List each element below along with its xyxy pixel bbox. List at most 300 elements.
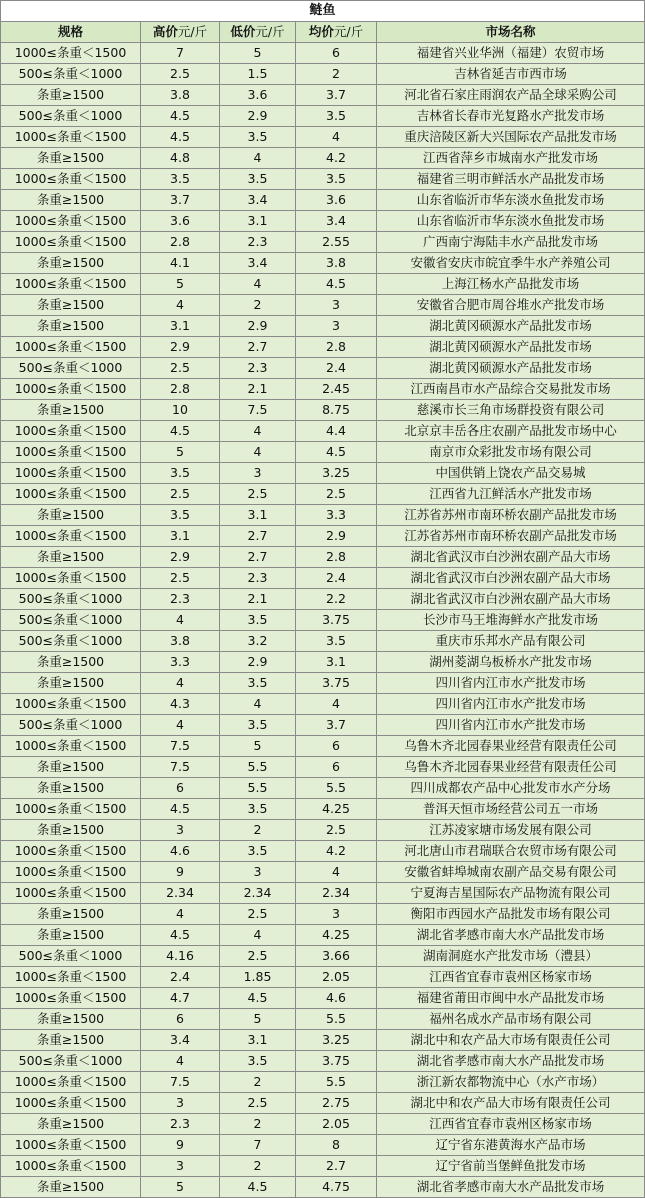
high-price-cell: 4.5 bbox=[141, 106, 220, 127]
table-row bbox=[1, 148, 645, 169]
spec-cell: 500≤条重＜1000 bbox=[1, 946, 141, 967]
table-row bbox=[1, 610, 645, 631]
market-cell: 安徽省安庆市皖宜季牛水产养殖公司 bbox=[377, 253, 645, 274]
high-price-cell: 4 bbox=[141, 673, 220, 694]
spec-cell: 500≤条重＜1000 bbox=[1, 589, 141, 610]
table-row bbox=[1, 85, 645, 106]
high-price-cell: 3.3 bbox=[141, 652, 220, 673]
low-price-cell: 1.5 bbox=[220, 64, 296, 85]
spec-cell: 条重≥1500 bbox=[1, 148, 141, 169]
high-price-cell: 5 bbox=[141, 442, 220, 463]
table-row bbox=[1, 589, 645, 610]
table-body bbox=[1, 43, 645, 1198]
high-price-cell: 7.5 bbox=[141, 1072, 220, 1093]
market-cell: 江苏省苏州市南环桥农副产品批发市场 bbox=[377, 526, 645, 547]
high-price-cell: 2.9 bbox=[141, 337, 220, 358]
high-price-cell: 4.5 bbox=[141, 799, 220, 820]
avg-price-cell: 4 bbox=[296, 694, 377, 715]
market-cell: 湖北黄冈硕源水产品批发市场 bbox=[377, 316, 645, 337]
avg-price-cell: 2.7 bbox=[296, 1156, 377, 1177]
low-price-cell: 3.5 bbox=[220, 715, 296, 736]
market-cell: 四川省内江市水产批发市场 bbox=[377, 694, 645, 715]
avg-price-cell: 3.66 bbox=[296, 946, 377, 967]
spec-cell: 1000≤条重＜1500 bbox=[1, 967, 141, 988]
high-price-cell: 4.1 bbox=[141, 253, 220, 274]
spec-cell: 条重≥1500 bbox=[1, 652, 141, 673]
spec-cell: 1000≤条重＜1500 bbox=[1, 127, 141, 148]
market-cell: 四川省内江市水产批发市场 bbox=[377, 673, 645, 694]
high-price-cell: 3.4 bbox=[141, 1030, 220, 1051]
low-price-cell: 4 bbox=[220, 694, 296, 715]
spec-cell: 500≤条重＜1000 bbox=[1, 358, 141, 379]
avg-price-cell: 4.4 bbox=[296, 421, 377, 442]
spec-cell: 1000≤条重＜1500 bbox=[1, 232, 141, 253]
avg-price-cell: 8.75 bbox=[296, 400, 377, 421]
table-row bbox=[1, 463, 645, 484]
table-title: 鲢鱼 bbox=[1, 1, 645, 22]
avg-price-cell: 4.2 bbox=[296, 148, 377, 169]
high-price-cell: 3.5 bbox=[141, 169, 220, 190]
low-price-cell: 1.85 bbox=[220, 967, 296, 988]
spec-cell: 条重≥1500 bbox=[1, 904, 141, 925]
low-price-cell: 3.5 bbox=[220, 673, 296, 694]
spec-cell: 条重≥1500 bbox=[1, 925, 141, 946]
high-price-cell: 3.6 bbox=[141, 211, 220, 232]
header-avg-label: 均价 bbox=[308, 24, 334, 39]
avg-price-cell: 3.7 bbox=[296, 85, 377, 106]
market-cell: 江西省九江鲜活水产批发市场 bbox=[377, 484, 645, 505]
high-price-cell: 3.8 bbox=[141, 85, 220, 106]
table-row bbox=[1, 904, 645, 925]
high-price-cell: 4.7 bbox=[141, 988, 220, 1009]
market-cell: 南京市众彩批发市场有限公司 bbox=[377, 442, 645, 463]
header-market: 市场名称 bbox=[377, 22, 645, 43]
market-cell: 湖北省孝感市南大水产品批发市场 bbox=[377, 1177, 645, 1198]
table-row bbox=[1, 169, 645, 190]
market-cell: 湖北省武汉市白沙洲农副产品大市场 bbox=[377, 547, 645, 568]
spec-cell: 条重≥1500 bbox=[1, 1009, 141, 1030]
spec-cell: 1000≤条重＜1500 bbox=[1, 379, 141, 400]
table-row bbox=[1, 1009, 645, 1030]
table-row bbox=[1, 799, 645, 820]
low-price-cell: 2.5 bbox=[220, 1093, 296, 1114]
spec-cell: 条重≥1500 bbox=[1, 190, 141, 211]
high-price-cell: 3.1 bbox=[141, 526, 220, 547]
table-row bbox=[1, 883, 645, 904]
market-cell: 浙江新农都物流中心（水产市场） bbox=[377, 1072, 645, 1093]
spec-cell: 500≤条重＜1000 bbox=[1, 64, 141, 85]
low-price-cell: 2 bbox=[220, 1072, 296, 1093]
avg-price-cell: 3.75 bbox=[296, 610, 377, 631]
spec-cell: 1000≤条重＜1500 bbox=[1, 1072, 141, 1093]
table-row bbox=[1, 316, 645, 337]
spec-cell: 1000≤条重＜1500 bbox=[1, 421, 141, 442]
high-price-cell: 2.8 bbox=[141, 379, 220, 400]
low-price-cell: 4.5 bbox=[220, 988, 296, 1009]
table-row bbox=[1, 988, 645, 1009]
high-price-cell: 4 bbox=[141, 295, 220, 316]
low-price-cell: 4 bbox=[220, 274, 296, 295]
avg-price-cell: 3 bbox=[296, 316, 377, 337]
high-price-cell: 2.5 bbox=[141, 484, 220, 505]
header-high bbox=[141, 22, 220, 43]
avg-price-cell: 8 bbox=[296, 1135, 377, 1156]
high-price-cell: 2.4 bbox=[141, 967, 220, 988]
high-price-cell: 3.7 bbox=[141, 190, 220, 211]
market-cell: 辽宁省东港黄海水产品市场 bbox=[377, 1135, 645, 1156]
table-row bbox=[1, 1030, 645, 1051]
high-price-cell: 3.8 bbox=[141, 631, 220, 652]
spec-cell: 1000≤条重＜1500 bbox=[1, 1156, 141, 1177]
table-row bbox=[1, 736, 645, 757]
avg-price-cell: 2.55 bbox=[296, 232, 377, 253]
high-price-cell: 4 bbox=[141, 1051, 220, 1072]
spec-cell: 条重≥1500 bbox=[1, 673, 141, 694]
high-price-cell: 6 bbox=[141, 1009, 220, 1030]
low-price-cell: 2.1 bbox=[220, 589, 296, 610]
table-row bbox=[1, 526, 645, 547]
avg-price-cell: 2.05 bbox=[296, 1114, 377, 1135]
market-cell: 江西省宜春市袁州区杨家市场 bbox=[377, 967, 645, 988]
spec-cell: 1000≤条重＜1500 bbox=[1, 988, 141, 1009]
market-cell: 湖北中和农产品大市场有限责任公司 bbox=[377, 1093, 645, 1114]
avg-price-cell: 4 bbox=[296, 862, 377, 883]
high-price-cell: 4.5 bbox=[141, 127, 220, 148]
high-price-cell: 2.3 bbox=[141, 589, 220, 610]
spec-cell: 500≤条重＜1000 bbox=[1, 106, 141, 127]
table-row bbox=[1, 778, 645, 799]
low-price-cell: 5.5 bbox=[220, 778, 296, 799]
table-row bbox=[1, 715, 645, 736]
market-cell: 山东省临沂市华东淡水鱼批发市场 bbox=[377, 211, 645, 232]
high-price-cell: 2.34 bbox=[141, 883, 220, 904]
avg-price-cell: 4.6 bbox=[296, 988, 377, 1009]
low-price-cell: 3.2 bbox=[220, 631, 296, 652]
table-row bbox=[1, 442, 645, 463]
spec-cell: 条重≥1500 bbox=[1, 85, 141, 106]
low-price-cell: 3.5 bbox=[220, 1051, 296, 1072]
table-row bbox=[1, 925, 645, 946]
high-price-cell: 5 bbox=[141, 1177, 220, 1198]
avg-price-cell: 5.5 bbox=[296, 1009, 377, 1030]
low-price-cell: 2.9 bbox=[220, 106, 296, 127]
market-cell: 慈溪市长三角市场群投资有限公司 bbox=[377, 400, 645, 421]
market-cell: 江苏省苏州市南环桥农副产品批发市场 bbox=[377, 505, 645, 526]
high-price-cell: 3.5 bbox=[141, 463, 220, 484]
spec-cell: 500≤条重＜1000 bbox=[1, 715, 141, 736]
high-price-cell: 9 bbox=[141, 862, 220, 883]
spec-cell: 1000≤条重＜1500 bbox=[1, 484, 141, 505]
spec-cell: 1000≤条重＜1500 bbox=[1, 211, 141, 232]
high-price-cell: 2.5 bbox=[141, 568, 220, 589]
low-price-cell: 3.5 bbox=[220, 169, 296, 190]
market-cell: 重庆涪陵区新大兴国际农产品批发市场 bbox=[377, 127, 645, 148]
table-row bbox=[1, 127, 645, 148]
high-price-cell: 4 bbox=[141, 904, 220, 925]
table-row bbox=[1, 421, 645, 442]
market-cell: 福建省莆田市闽中水产品批发市场 bbox=[377, 988, 645, 1009]
low-price-cell: 2.1 bbox=[220, 379, 296, 400]
low-price-cell: 5 bbox=[220, 43, 296, 64]
market-cell: 宁夏海吉星国际农产品物流有限公司 bbox=[377, 883, 645, 904]
low-price-cell: 2.9 bbox=[220, 316, 296, 337]
avg-price-cell: 2.5 bbox=[296, 820, 377, 841]
header-high-unit: 元/斤 bbox=[177, 24, 208, 39]
spec-cell: 1000≤条重＜1500 bbox=[1, 169, 141, 190]
table-row bbox=[1, 505, 645, 526]
avg-price-cell: 3 bbox=[296, 904, 377, 925]
spec-cell: 条重≥1500 bbox=[1, 1030, 141, 1051]
high-price-cell: 3 bbox=[141, 820, 220, 841]
market-cell: 上海江杨水产品批发市场 bbox=[377, 274, 645, 295]
avg-price-cell: 3.25 bbox=[296, 463, 377, 484]
low-price-cell: 2 bbox=[220, 1156, 296, 1177]
table-row bbox=[1, 253, 645, 274]
avg-price-cell: 3.1 bbox=[296, 652, 377, 673]
table-row bbox=[1, 190, 645, 211]
avg-price-cell: 2.4 bbox=[296, 358, 377, 379]
low-price-cell: 2 bbox=[220, 295, 296, 316]
market-cell: 湖北黄冈硕源水产品批发市场 bbox=[377, 337, 645, 358]
table-row bbox=[1, 484, 645, 505]
low-price-cell: 2.5 bbox=[220, 946, 296, 967]
low-price-cell: 2.3 bbox=[220, 568, 296, 589]
low-price-cell: 3.5 bbox=[220, 610, 296, 631]
high-price-cell: 2.9 bbox=[141, 547, 220, 568]
market-cell: 湖北省孝感市南大水产品批发市场 bbox=[377, 1051, 645, 1072]
low-price-cell: 3.5 bbox=[220, 841, 296, 862]
avg-price-cell: 3.3 bbox=[296, 505, 377, 526]
spec-cell: 1000≤条重＜1500 bbox=[1, 526, 141, 547]
high-price-cell: 7 bbox=[141, 43, 220, 64]
high-price-cell: 4.5 bbox=[141, 925, 220, 946]
table-row bbox=[1, 358, 645, 379]
high-price-cell: 2.5 bbox=[141, 358, 220, 379]
market-cell: 乌鲁木齐北园春果业经营有限责任公司 bbox=[377, 736, 645, 757]
low-price-cell: 3.4 bbox=[220, 190, 296, 211]
market-cell: 衡阳市西园水产品批发市场有限公司 bbox=[377, 904, 645, 925]
spec-cell: 1000≤条重＜1500 bbox=[1, 442, 141, 463]
low-price-cell: 3.5 bbox=[220, 127, 296, 148]
avg-price-cell: 3.7 bbox=[296, 715, 377, 736]
low-price-cell: 2 bbox=[220, 820, 296, 841]
market-cell: 北京京丰岳各庄农副产品批发市场中心 bbox=[377, 421, 645, 442]
table-row bbox=[1, 1177, 645, 1198]
table-row bbox=[1, 757, 645, 778]
low-price-cell: 2.9 bbox=[220, 652, 296, 673]
table-row bbox=[1, 652, 645, 673]
avg-price-cell: 2.2 bbox=[296, 589, 377, 610]
header-low-unit: 元/斤 bbox=[255, 24, 285, 39]
high-price-cell: 4.5 bbox=[141, 421, 220, 442]
table-row bbox=[1, 295, 645, 316]
low-price-cell: 4 bbox=[220, 925, 296, 946]
market-cell: 湖南洞庭水产批发市场（澧县） bbox=[377, 946, 645, 967]
high-price-cell: 10 bbox=[141, 400, 220, 421]
high-price-cell: 5 bbox=[141, 274, 220, 295]
low-price-cell: 4 bbox=[220, 148, 296, 169]
spec-cell: 条重≥1500 bbox=[1, 757, 141, 778]
avg-price-cell: 2.8 bbox=[296, 547, 377, 568]
avg-price-cell: 3.5 bbox=[296, 631, 377, 652]
avg-price-cell: 2 bbox=[296, 64, 377, 85]
avg-price-cell: 4.25 bbox=[296, 925, 377, 946]
high-price-cell: 2.5 bbox=[141, 64, 220, 85]
high-price-cell: 4.3 bbox=[141, 694, 220, 715]
table-row bbox=[1, 946, 645, 967]
low-price-cell: 3.1 bbox=[220, 211, 296, 232]
market-cell: 广西南宁海陆丰水产品批发市场 bbox=[377, 232, 645, 253]
low-price-cell: 2.5 bbox=[220, 904, 296, 925]
table-row bbox=[1, 862, 645, 883]
avg-price-cell: 3.25 bbox=[296, 1030, 377, 1051]
market-cell: 安徽省蚌埠城南农副产品交易有限公司 bbox=[377, 862, 645, 883]
market-cell: 辽宁省前当堡鲜鱼批发市场 bbox=[377, 1156, 645, 1177]
low-price-cell: 2.34 bbox=[220, 883, 296, 904]
avg-price-cell: 3.5 bbox=[296, 169, 377, 190]
low-price-cell: 3.1 bbox=[220, 1030, 296, 1051]
high-price-cell: 4 bbox=[141, 715, 220, 736]
spec-cell: 条重≥1500 bbox=[1, 505, 141, 526]
high-price-cell: 4 bbox=[141, 610, 220, 631]
market-cell: 长沙市马王堆海鲜水产批发市场 bbox=[377, 610, 645, 631]
market-cell: 湖北省武汉市白沙洲农副产品大市场 bbox=[377, 568, 645, 589]
table-row bbox=[1, 673, 645, 694]
avg-price-cell: 4.5 bbox=[296, 274, 377, 295]
market-cell: 湖北省武汉市白沙洲农副产品大市场 bbox=[377, 589, 645, 610]
avg-price-cell: 2.05 bbox=[296, 967, 377, 988]
spec-cell: 1000≤条重＜1500 bbox=[1, 862, 141, 883]
avg-price-cell: 3.75 bbox=[296, 673, 377, 694]
spec-cell: 500≤条重＜1000 bbox=[1, 631, 141, 652]
header-high-label: 高价 bbox=[152, 24, 178, 39]
avg-price-cell: 4.5 bbox=[296, 442, 377, 463]
table-row bbox=[1, 232, 645, 253]
spec-cell: 1000≤条重＜1500 bbox=[1, 568, 141, 589]
market-cell: 福建省兴业华洲（福建）农贸市场 bbox=[377, 43, 645, 64]
spec-cell: 500≤条重＜1000 bbox=[1, 610, 141, 631]
market-cell: 江西南昌市水产品综合交易批发市场 bbox=[377, 379, 645, 400]
spec-cell: 1000≤条重＜1500 bbox=[1, 337, 141, 358]
avg-price-cell: 2.34 bbox=[296, 883, 377, 904]
table-row bbox=[1, 400, 645, 421]
spec-cell: 1000≤条重＜1500 bbox=[1, 799, 141, 820]
avg-price-cell: 2.5 bbox=[296, 484, 377, 505]
low-price-cell: 5 bbox=[220, 736, 296, 757]
low-price-cell: 3.6 bbox=[220, 85, 296, 106]
avg-price-cell: 3.75 bbox=[296, 1051, 377, 1072]
header-row bbox=[1, 22, 645, 43]
low-price-cell: 2.5 bbox=[220, 484, 296, 505]
table-row bbox=[1, 274, 645, 295]
avg-price-cell: 3.5 bbox=[296, 106, 377, 127]
market-cell: 湖北黄冈硕源水产品批发市场 bbox=[377, 358, 645, 379]
market-cell: 安徽省合肥市周谷堆水产批发市场 bbox=[377, 295, 645, 316]
market-cell: 河北唐山市君瑞联合农贸市场有限公司 bbox=[377, 841, 645, 862]
low-price-cell: 4 bbox=[220, 421, 296, 442]
header-low-label: 低价 bbox=[230, 24, 256, 39]
table-row bbox=[1, 1135, 645, 1156]
table-row bbox=[1, 379, 645, 400]
low-price-cell: 4.5 bbox=[220, 1177, 296, 1198]
high-price-cell: 7.5 bbox=[141, 736, 220, 757]
table-row bbox=[1, 1093, 645, 1114]
avg-price-cell: 6 bbox=[296, 757, 377, 778]
high-price-cell: 3.1 bbox=[141, 316, 220, 337]
low-price-cell: 7.5 bbox=[220, 400, 296, 421]
spec-cell: 条重≥1500 bbox=[1, 316, 141, 337]
table-row bbox=[1, 547, 645, 568]
high-price-cell: 9 bbox=[141, 1135, 220, 1156]
high-price-cell: 3 bbox=[141, 1156, 220, 1177]
avg-price-cell: 2.75 bbox=[296, 1093, 377, 1114]
low-price-cell: 2.7 bbox=[220, 547, 296, 568]
table-row bbox=[1, 820, 645, 841]
market-cell: 江西省宜春市袁州区杨家市场 bbox=[377, 1114, 645, 1135]
high-price-cell: 7.5 bbox=[141, 757, 220, 778]
table-row bbox=[1, 211, 645, 232]
market-cell: 河北省石家庄雨润农产品全球采购公司 bbox=[377, 85, 645, 106]
table-row bbox=[1, 841, 645, 862]
table-row bbox=[1, 967, 645, 988]
avg-price-cell: 2.4 bbox=[296, 568, 377, 589]
high-price-cell: 2.8 bbox=[141, 232, 220, 253]
high-price-cell: 3 bbox=[141, 1093, 220, 1114]
header-avg-unit: 元/斤 bbox=[333, 24, 364, 39]
low-price-cell: 3 bbox=[220, 463, 296, 484]
low-price-cell: 3.5 bbox=[220, 799, 296, 820]
avg-price-cell: 2.9 bbox=[296, 526, 377, 547]
avg-price-cell: 6 bbox=[296, 736, 377, 757]
avg-price-cell: 5.5 bbox=[296, 778, 377, 799]
market-cell: 湖北省孝感市南大水产品批发市场 bbox=[377, 925, 645, 946]
table-row bbox=[1, 631, 645, 652]
market-cell: 福建省三明市鲜活水产品批发市场 bbox=[377, 169, 645, 190]
table-row bbox=[1, 1072, 645, 1093]
avg-price-cell: 3.4 bbox=[296, 211, 377, 232]
table-row bbox=[1, 568, 645, 589]
spec-cell: 条重≥1500 bbox=[1, 1177, 141, 1198]
low-price-cell: 2.3 bbox=[220, 358, 296, 379]
spec-cell: 条重≥1500 bbox=[1, 778, 141, 799]
header-avg bbox=[296, 22, 377, 43]
market-cell: 吉林省延吉市西市场 bbox=[377, 64, 645, 85]
spec-cell: 1000≤条重＜1500 bbox=[1, 274, 141, 295]
spec-cell: 1000≤条重＜1500 bbox=[1, 463, 141, 484]
high-price-cell: 4.16 bbox=[141, 946, 220, 967]
market-cell: 山东省临沂市华东淡水鱼批发市场 bbox=[377, 190, 645, 211]
market-cell: 重庆市乐邦水产品有限公司 bbox=[377, 631, 645, 652]
low-price-cell: 2.3 bbox=[220, 232, 296, 253]
spec-cell: 1000≤条重＜1500 bbox=[1, 1135, 141, 1156]
market-cell: 福州名成水产品市场有限公司 bbox=[377, 1009, 645, 1030]
market-cell: 江苏凌家塘市场发展有限公司 bbox=[377, 820, 645, 841]
title-row bbox=[1, 1, 645, 22]
market-cell: 乌鲁木齐北园春果业经营有限责任公司 bbox=[377, 757, 645, 778]
market-cell: 四川省内江市水产批发市场 bbox=[377, 715, 645, 736]
table-row bbox=[1, 337, 645, 358]
avg-price-cell: 3 bbox=[296, 295, 377, 316]
spec-cell: 条重≥1500 bbox=[1, 400, 141, 421]
market-cell: 吉林省长春市光复路水产批发市场 bbox=[377, 106, 645, 127]
table-row bbox=[1, 1051, 645, 1072]
low-price-cell: 5.5 bbox=[220, 757, 296, 778]
avg-price-cell: 2.45 bbox=[296, 379, 377, 400]
header-low bbox=[220, 22, 296, 43]
market-cell: 江西省萍乡市城南水产批发市场 bbox=[377, 148, 645, 169]
low-price-cell: 2.7 bbox=[220, 337, 296, 358]
market-cell: 湖州菱湖乌板桥水产批发市场 bbox=[377, 652, 645, 673]
